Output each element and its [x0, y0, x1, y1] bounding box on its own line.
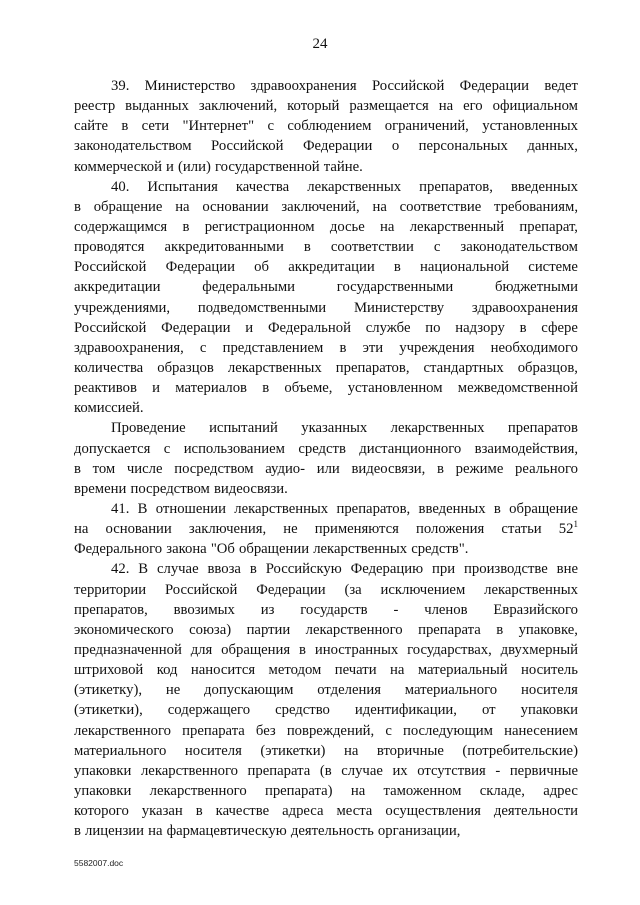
text-line: допускается с использованием средств дистанционного взаимодействия,	[74, 440, 578, 457]
paragraph-p40	[74, 177, 578, 419]
text-line: материального носителя (этикетки) на вторичные (потребительские)	[74, 742, 578, 759]
text-line: штриховой код наносится методом печати на материальный носитель	[74, 662, 578, 679]
text-line: экономического союза) партии лекарственного препарата в упаковке,	[74, 621, 578, 638]
text-line: Проведение испытаний указанных лекарственных препаратов	[111, 420, 578, 437]
text-line: 40. Испытания качества лекарственных препаратов, введенных	[111, 178, 578, 195]
text-line: количества образцов лекарственных препаратов, стандартных образцов,	[74, 359, 578, 376]
text-line: аккредитации федеральными государственными бюджетными	[74, 279, 578, 296]
text-line: в обращение на основании заключений, на соответствие требованиям,	[74, 198, 578, 215]
text-line: времени посредством видеосвязи.	[74, 480, 288, 497]
text-line: на основании заключения, не применяются положения статьи $52^1$	[74, 519, 578, 538]
text-line: содержащимся в регистрационном досье на лекарственный препарат,	[74, 218, 578, 235]
paragraph-p40b	[74, 418, 578, 499]
document-body	[74, 76, 578, 841]
paragraph-p41	[74, 499, 578, 559]
text-line: территории Российской Федерации (за исключением лекарственных	[74, 581, 578, 598]
page-number: 24	[312, 36, 328, 52]
text-line: предназначенной для обращения в иностранных государствах, двухмерный	[74, 641, 578, 658]
text-line: упаковки лекарственного препарата (в случае их отсутствия - первичные	[74, 762, 578, 779]
text-line: законодательством Российской Федерации о персональных данных,	[74, 138, 578, 155]
footer-filename: 5582007.doc	[74, 858, 124, 868]
text-line: реестр выданных заключений, который размещается на его официальном	[74, 98, 578, 115]
text-line: 39. Министерство здравоохранения Российской Федерации ведет	[111, 78, 578, 94]
text-line: коммерческой и (или) государственной тайне.	[74, 158, 363, 175]
text-line: в том числе посредством аудио- или видеосвязи, в режиме реального	[74, 460, 578, 477]
text-line: проводятся аккредитованными в соответствии с законодательством	[74, 239, 578, 256]
text-line: Федерального закона "Об обращении лекарственных средств".	[74, 541, 469, 558]
text-line: упаковки лекарственного препарата) на таможенном складе, адрес	[74, 782, 578, 799]
text-line: комиссией.	[74, 400, 144, 417]
text-line: 41. В отношении лекарственных препаратов, введенных в обращение	[111, 500, 578, 517]
text-line: Российской Федерации об аккредитации в национальной системе	[74, 259, 578, 276]
text-line: Российской Федерации и Федеральной службе по надзору в сфере	[74, 319, 578, 336]
text-line: (этикетки), содержащего средство идентификации, от упаковки	[74, 702, 578, 719]
text-line: 42. В случае ввоза в Российскую Федерацию при производстве вне	[111, 561, 578, 578]
text-line: в лицензии на фармацевтическую деятельность организации,	[74, 823, 461, 840]
paragraph-p42	[74, 559, 578, 841]
text-line: препаратов, ввозимых из государств - членов Евразийского	[74, 601, 578, 618]
footnote-superscript: 1	[573, 519, 578, 530]
text-line: которого указан в качестве адреса места осуществления деятельности	[74, 803, 578, 820]
text-line: сайте в сети "Интернет" с соблюдением ограничений, установленных	[74, 118, 578, 135]
text-line: учреждениями, подведомственными Министерству здравоохранения	[74, 299, 578, 316]
text-line: (этикетку), не допускающим отделения материального носителя	[74, 682, 578, 699]
text-line: здравоохранения, с представлением в эти учреждения необходимого	[74, 339, 578, 356]
paragraph-p39	[74, 76, 578, 177]
text-line: лекарственного препарата без повреждений, с последующим нанесением	[74, 722, 578, 739]
text-line: реактивов и материалов в объеме, установленном межведомственной	[74, 380, 578, 397]
